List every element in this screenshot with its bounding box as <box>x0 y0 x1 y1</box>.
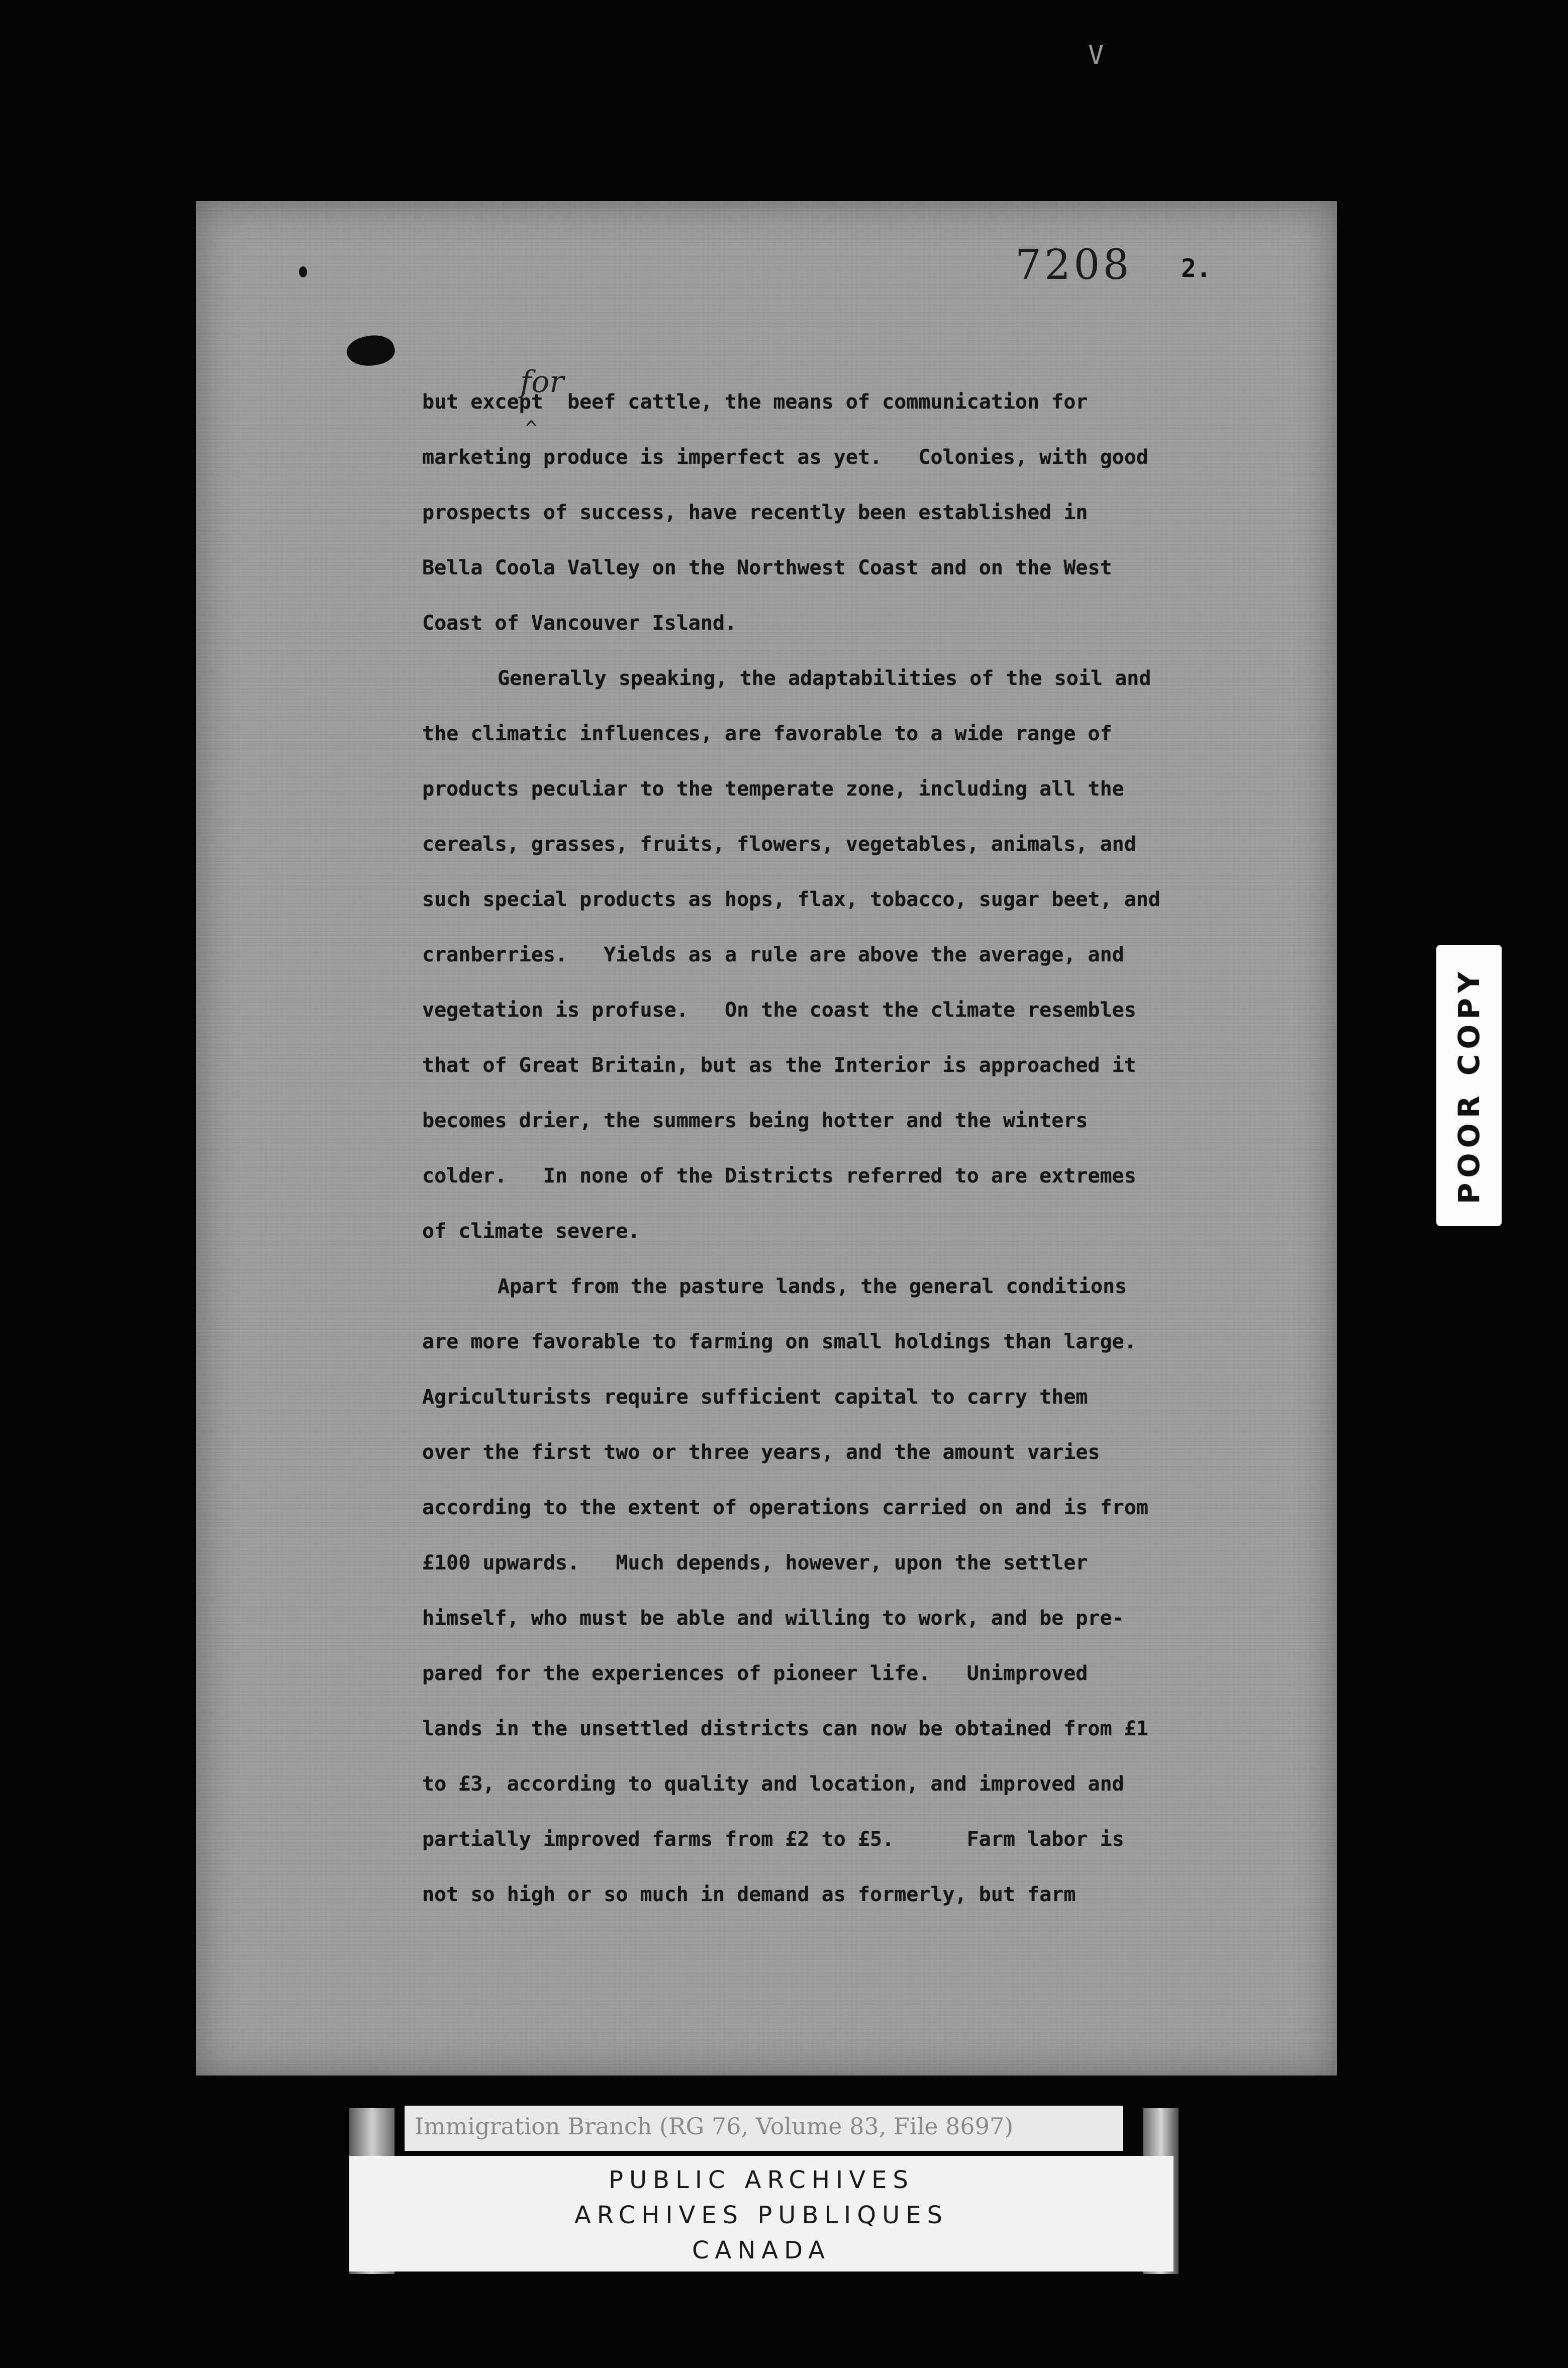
archives-line-1: PUBLIC ARCHIVES <box>609 2166 914 2194</box>
handwritten-insertion: for <box>520 364 564 400</box>
text-line: not so high or so much in demand as formerly, but farm <box>422 1883 1076 1906</box>
text-line: such special products as hops, flax, tobacco, sugar beet, and <box>422 888 1161 911</box>
poor-copy-label: POOR COPY <box>1452 966 1486 1205</box>
ink-speck <box>299 266 307 277</box>
text-line: over the first two or three years, and the amount varies <box>422 1441 1100 1464</box>
text-line: vegetation is profuse. On the coast the climate resembles <box>422 999 1136 1022</box>
page-number: 7208 <box>1015 241 1132 289</box>
text-line: colder. In none of the Districts referred to are extremes <box>422 1164 1136 1188</box>
text-line: but except beef cattle, the means of communication for <box>422 390 1088 414</box>
text-line: lands in the unsettled districts can now be obtained from £1 <box>422 1717 1148 1740</box>
page-sequence: 2. <box>1181 254 1212 283</box>
text-line: cereals, grasses, fruits, flowers, vegetables, animals, and <box>422 833 1136 856</box>
text-line: Coast of Vancouver Island. <box>422 612 737 635</box>
text-line: marketing produce is imperfect as yet. Colonies, with good <box>422 446 1148 469</box>
archives-line-2: ARCHIVES PUBLIQUES <box>574 2201 949 2229</box>
ink-blot <box>344 331 397 370</box>
body-text <box>422 374 1337 1922</box>
poor-copy-stamp <box>1436 945 1502 1226</box>
text-line: are more favorable to farming on small holdings than large. <box>422 1330 1136 1353</box>
reference-text: Immigration Branch (RG 76, Volume 83, File 8697) <box>415 2113 1014 2140</box>
text-line: Generally speaking, the adaptabilities of the soil and <box>498 667 1151 690</box>
text-line: himself, who must be able and willing to work, and be pre- <box>422 1607 1124 1630</box>
text-line: prospects of success, have recently been established in <box>422 501 1088 524</box>
text-line: the climatic influences, are favorable to a wide range of <box>422 722 1112 745</box>
top-margin-mark: V <box>1088 40 1104 70</box>
text-line: partially improved farms from £2 to £5. Farm labor is <box>422 1828 1124 1851</box>
text-line: to £3, according to quality and location, and improved and <box>422 1772 1124 1796</box>
reference-label <box>405 2106 1123 2151</box>
text-line: becomes drier, the summers being hotter and the winters <box>422 1109 1088 1132</box>
text-line: Bella Coola Valley on the Northwest Coast and on the West <box>422 556 1112 579</box>
text-line: that of Great Britain, but as the Interior is approached it <box>422 1054 1136 1077</box>
text-line: of climate severe. <box>422 1220 640 1243</box>
document-page <box>196 201 1337 2076</box>
text-line: products peculiar to the temperate zone, including all the <box>422 777 1124 801</box>
text-line: Apart from the pasture lands, the general conditions <box>498 1275 1127 1298</box>
text-line: £100 upwards. Much depends, however, upon the settler <box>422 1551 1088 1574</box>
insertion-caret: ^ <box>525 417 538 440</box>
text-line: Agriculturists require sufficient capital to carry them <box>422 1386 1088 1409</box>
text-line: cranberries. Yields as a rule are above the average, and <box>422 943 1124 966</box>
archives-line-3: CANADA <box>692 2236 831 2264</box>
text-line: pared for the experiences of pioneer life. Unimproved <box>422 1662 1088 1685</box>
archives-card <box>349 2156 1173 2272</box>
text-line: according to the extent of operations carried on and is from <box>422 1496 1148 1519</box>
